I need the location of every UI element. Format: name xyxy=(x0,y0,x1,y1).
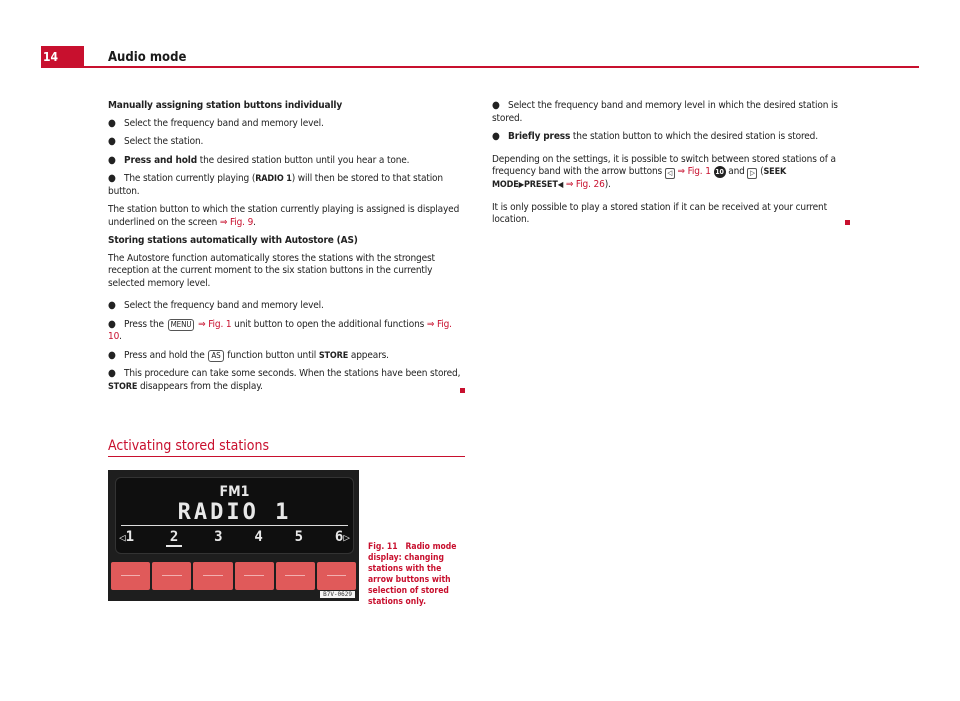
list-item: ● Select the frequency band and memory level. xyxy=(108,117,324,129)
page-number: 14 xyxy=(41,46,84,68)
fig-10-link[interactable]: ⇒ Fig. 10 xyxy=(108,318,452,342)
list-item: ● This procedure can take some seconds. When the stations have been stored, STORE disappears from the display. xyxy=(108,368,461,392)
screen-divider xyxy=(121,525,348,526)
fig-1-link[interactable]: ⇒ Fig. 1 xyxy=(195,318,232,330)
end-marker-icon xyxy=(460,388,465,393)
fig-26-link[interactable]: ⇒ Fig. 26 xyxy=(565,179,605,190)
preset-1: ◁1 xyxy=(119,529,135,545)
figure-code: B7V-0629 xyxy=(320,591,355,598)
radio-display-figure xyxy=(108,470,359,601)
list-item: ● The station currently playing (RADIO 1) will then be stored to that station button. xyxy=(108,173,443,197)
preset-3: 3 xyxy=(214,529,223,545)
fig-9-link[interactable]: ⇒ Fig. 9 xyxy=(219,216,254,228)
paragraph: Depending on the settings, it is possible to switch between stored stations of a frequency band with the arrow buttons ◁ ⇒ Fig. 1 10 and ▷ (SEEK MODE▶PRESET◀ ⇒ Fig. 26). xyxy=(492,153,836,190)
triangle-left-icon: ◀ xyxy=(557,180,564,189)
arrow-left-icon: ◁ xyxy=(119,531,126,544)
preset-5: 5 xyxy=(294,529,304,545)
list-item: ● Press and hold the AS function button until STORE appears. xyxy=(108,349,389,361)
list-item: ● Select the station. xyxy=(108,136,204,147)
as-key-icon: AS xyxy=(208,350,223,362)
end-marker-icon xyxy=(845,220,850,225)
paragraph: It is only possible to play a stored station if it can be received at your current location. xyxy=(492,201,827,225)
paragraph: The station button to which the station currently playing is assigned is displayed underlined on the screen ⇒ Fig. 9. xyxy=(108,204,460,228)
station-button[interactable] xyxy=(111,562,150,590)
callout-number: 10 xyxy=(715,168,724,176)
section-rule xyxy=(108,456,465,457)
list-item: ● Press and hold the desired station button until you hear a tone. xyxy=(108,154,410,166)
band-label: FM1 xyxy=(219,484,250,500)
arrow-left-button-icon: ◁ xyxy=(665,168,675,179)
figure-caption: Fig. 11 Radio mode display: changing stations with the arrow buttons with selection of stored stations only. xyxy=(368,542,457,607)
preset-4: 4 xyxy=(254,529,263,545)
triangle-right-icon: ▶ xyxy=(518,180,524,189)
arrow-right-button-icon: ▷ xyxy=(747,168,757,179)
arrow-right-icon: ▷ xyxy=(343,531,350,544)
section-title: Activating stored stations xyxy=(108,438,270,454)
list-item: ● Select the frequency band and memory level in which the desired station is stored. xyxy=(492,100,838,124)
station-button[interactable] xyxy=(317,562,356,590)
heading-autostore: Storing stations automatically with Autostore (AS) xyxy=(108,235,358,246)
right-column xyxy=(492,100,848,233)
paragraph: The Autostore function automatically stores the stations with the strongest reception at the current moment to the six station buttons in the currently selected memory level. xyxy=(108,252,435,289)
header-rule xyxy=(84,66,919,68)
station-button[interactable] xyxy=(193,562,232,590)
page-title: Audio mode xyxy=(108,50,187,65)
station-button-row xyxy=(111,562,356,590)
heading-manual-assign: Manually assigning station buttons individually xyxy=(108,100,343,111)
station-button[interactable] xyxy=(276,562,315,590)
fig-1-link[interactable]: ⇒ Fig. 1 xyxy=(677,166,711,177)
station-button[interactable] xyxy=(235,562,274,590)
list-item: ● Select the frequency band and memory level. xyxy=(108,300,324,311)
station-button[interactable] xyxy=(152,562,191,590)
left-column xyxy=(108,100,465,399)
list-item: ● Briefly press the station button to which the desired station is stored. xyxy=(492,131,818,142)
radio-screen xyxy=(115,477,354,554)
station-name: RADIO 1 xyxy=(177,500,292,525)
list-item: ● Press the MENU ⇒ Fig. 1 unit button to open the additional functions ⇒ Fig. 10. xyxy=(108,318,452,342)
preset-2-selected: 2 xyxy=(166,529,182,547)
menu-key-icon: MENU xyxy=(168,319,195,331)
preset-row xyxy=(119,529,350,547)
preset-6: 6▷ xyxy=(334,529,350,545)
